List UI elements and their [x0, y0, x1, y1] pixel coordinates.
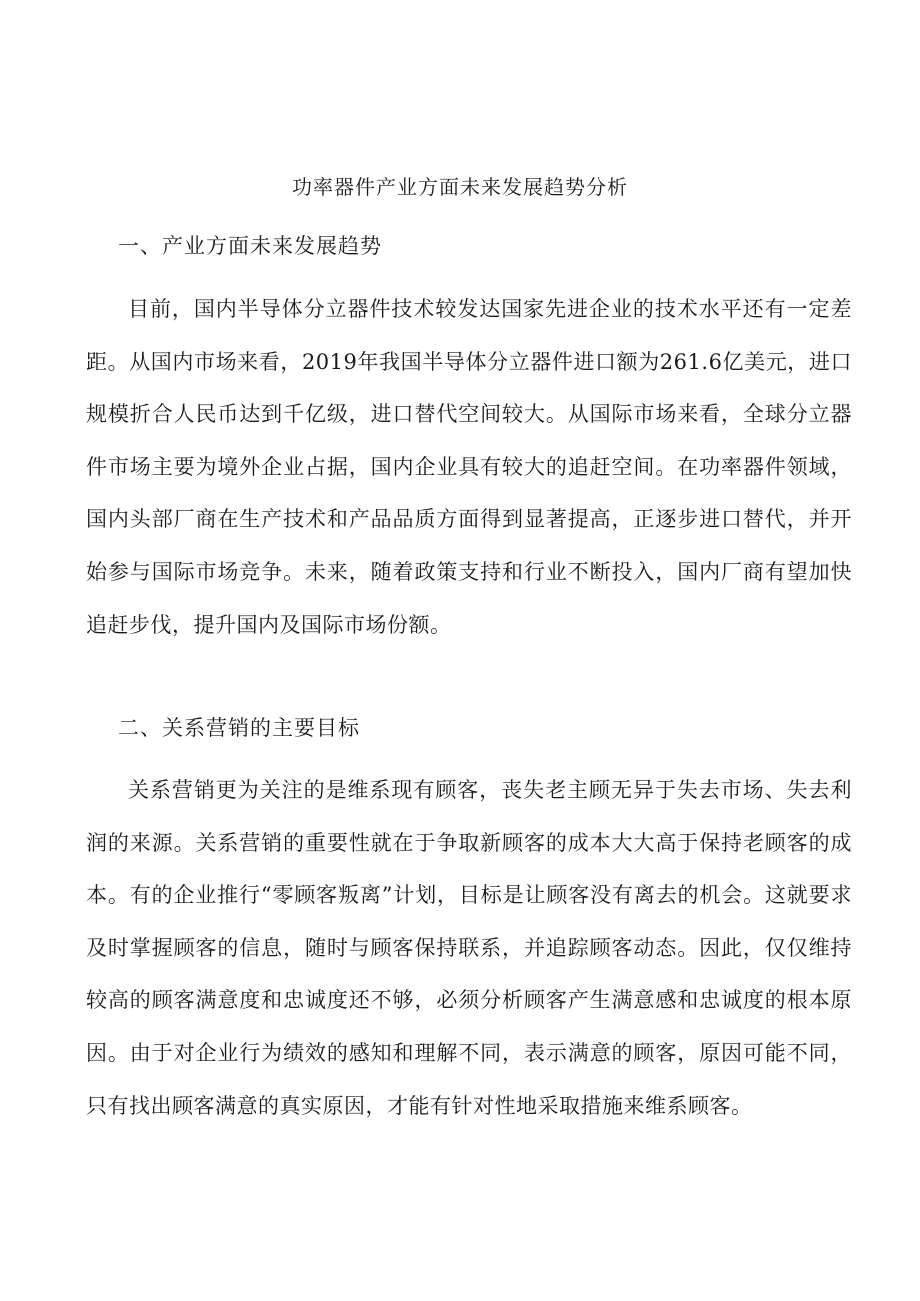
section-heading-relationship-marketing: 二、关系营销的主要目标: [118, 716, 360, 740]
section-body-industry-trends: 目前，国内半导体分立器件技术较发达国家先进企业的技术水平还有一定差距。从国内市场来看，2019年我国半导体分立器件进口额为261.6亿美元，进口规模折合人民币达到千亿级，进口替代空间较大。从国际市场来看，全球分立器件市场主要为境外企业占据，国内企业具有较大的追赶空间。在功率器件领域，国内头部厂商在生产技术和产品品质方面得到显著提高，正逐步进口替代，并开始参与国际市场竞争。未来，随着政策支持和行业不断投入，国内厂商有望加快追赶步伐，提升国内及国际市场份额。: [86, 297, 852, 637]
section-heading-industry-trends: 一、产业方面未来发展趋势: [118, 234, 382, 258]
section-body-relationship-marketing: 关系营销更为关注的是维系现有顾客，丧失老主顾无异于失去市场、失去利润的来源。关系营销的重要性就在于争取新顾客的成本大大高于保持老顾客的成本。有的企业推行“零顾客叛离”计划，目标是让顾客没有离去的机会。这就要求及时掌握顾客的信息，随时与顾客保持联系，并追踪顾客动态。因此，仅仅维持较高的顾客满意度和忠诚度还不够，必须分析顾客产生满意感和忠诚度的根本原因。由于对企业行为绩效的感知和理解不同，表示满意的顾客，原因可能不同，只有找出顾客满意的真实原因，才能有针对性地采取措施来维系顾客。: [86, 778, 852, 1118]
document-title: 功率器件产业方面未来发展趋势分析: [292, 175, 628, 199]
